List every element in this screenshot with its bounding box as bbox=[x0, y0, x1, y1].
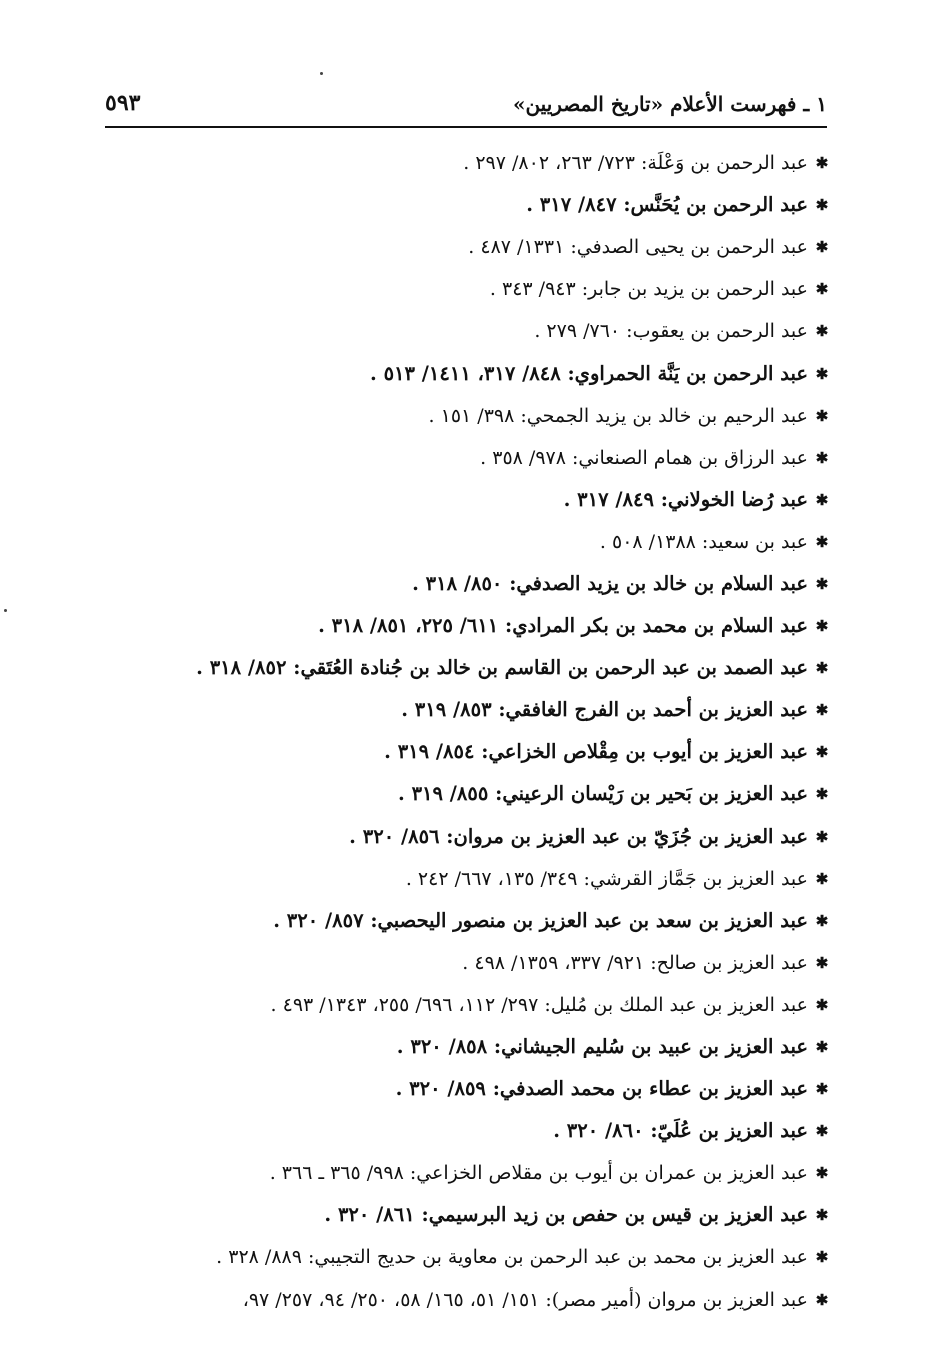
page-number: ٥٩٣ bbox=[105, 90, 141, 116]
page-header bbox=[105, 86, 827, 126]
index-entry-text: عبد العزيز بن سعد بن عبد العزيز بن منصور اليحصبي: ٨٥٧/ ٣٢٠ . bbox=[273, 908, 808, 932]
index-entry bbox=[105, 521, 830, 563]
index-entry-text: عبد العزيز بن بَحير بن رَيْسان الرعيني: ٨٥٥/ ٣١٩ . bbox=[397, 782, 808, 806]
index-entry bbox=[105, 395, 830, 437]
index-entry bbox=[105, 605, 830, 647]
index-entry-text: عبد السلام بن محمد بن بكر المرادي: ٦١١/ ٢٢٥، ٨٥١/ ٣١٨ . bbox=[318, 614, 808, 638]
index-entry bbox=[105, 563, 830, 605]
index-entry bbox=[105, 647, 830, 689]
bullet-star-icon: ✱ bbox=[815, 532, 829, 551]
index-entry bbox=[105, 1279, 830, 1321]
index-entry-text: عبد بن سعيد: ١٣٨٨/ ٥٠٨ . bbox=[599, 530, 808, 553]
index-entry-text: عبد الرحيم بن خالد بن يزيد الجمحي: ٣٩٨/ ١٥١ . bbox=[428, 404, 808, 427]
bullet-star-icon: ✱ bbox=[815, 238, 829, 257]
index-entry bbox=[105, 731, 830, 773]
index-entry bbox=[105, 142, 830, 184]
index-entry bbox=[105, 942, 830, 984]
scan-speck bbox=[320, 72, 323, 75]
index-entry-text: عبد العزيز بن صالح: ٩٢١/ ٣٣٧، ١٣٥٩/ ٤٩٨ . bbox=[462, 951, 808, 974]
index-entry-text: عبد الصمد بن عبد الرحمن بن القاسم بن خالد بن جُنادة العُتَقي: ٨٥٢/ ٣١٨ . bbox=[196, 656, 808, 680]
bullet-star-icon: ✱ bbox=[815, 406, 829, 425]
index-entry bbox=[105, 226, 830, 268]
bullet-star-icon: ✱ bbox=[815, 911, 829, 930]
header-rule bbox=[105, 126, 827, 128]
index-entry-list bbox=[105, 142, 830, 1321]
index-entry-text: عبد العزيز بن أيوب بن مِقْلاص الخزاعي: ٨٥٤/ ٣١٩ . bbox=[384, 740, 808, 764]
index-entry-text: عبد العزيز بن أحمد بن الفرج الغافقي: ٨٥٣/ ٣١٩ . bbox=[401, 698, 808, 722]
index-entry bbox=[105, 1152, 830, 1194]
index-entry bbox=[105, 437, 830, 479]
index-entry bbox=[105, 773, 830, 815]
index-entry bbox=[105, 1236, 830, 1278]
index-entry-text: عبد العزيز بن قيس بن حفص بن زيد البرسيمي: ٨٦١/ ٣٢٠ . bbox=[324, 1203, 808, 1227]
index-entry bbox=[105, 858, 830, 900]
bullet-star-icon: ✱ bbox=[815, 743, 829, 762]
bullet-star-icon: ✱ bbox=[815, 617, 829, 636]
index-entry-text: عبد العزيز بن عمران بن أيوب بن مقلاص الخزاعي: ٩٩٨/ ٣٦٥ ـ ٣٦٦ . bbox=[269, 1162, 808, 1185]
scan-speck bbox=[4, 609, 7, 612]
index-entry-text: عبد العزيز بن جُزَيّ بن عبد العزيز بن مروان: ٨٥٦/ ٣٢٠ . bbox=[349, 824, 808, 848]
index-entry-text: عبد العزيز بن عُلَيّ: ٨٦٠/ ٣٢٠ . bbox=[553, 1119, 808, 1143]
index-entry bbox=[105, 900, 830, 942]
index-entry-text: عبد العزيز بن عبيد بن سُليم الجيشاني: ٨٥٨/ ٣٢٠ . bbox=[396, 1035, 808, 1059]
index-entry bbox=[105, 1110, 830, 1152]
index-entry-text: عبد الرزاق بن همام الصنعاني: ٩٧٨/ ٣٥٨ . bbox=[480, 446, 808, 469]
running-title: ١ ـ فهرست الأعلام «تاريخ المصريين» bbox=[512, 92, 827, 116]
index-entry-text: عبد العزيز بن عبد الملك بن مُليل: ٢٩٧/ ١١٢، ٦٩٦/ ٢٥٥، ١٣٤٣/ ٤٩٣ . bbox=[270, 993, 808, 1016]
index-entry-text: عبد الرحمن بن يزيد بن جابر: ٩٤٣/ ٣٤٣ . bbox=[489, 278, 808, 301]
index-entry-text: عبد الرحمن بن يعقوب: ٧٦٠/ ٢٧٩ . bbox=[534, 320, 808, 343]
index-entry-text: عبد الرحمن بن وَعْلَة: ٧٢٣/ ٢٦٣، ٨٠٢/ ٢٩٧ . bbox=[463, 152, 808, 175]
bullet-star-icon: ✱ bbox=[815, 154, 829, 173]
bullet-star-icon: ✱ bbox=[815, 1164, 829, 1183]
bullet-star-icon: ✱ bbox=[815, 1206, 829, 1225]
index-entry-text: عبد العزيز بن عطاء بن محمد الصدفي: ٨٥٩/ ٣٢٠ . bbox=[395, 1077, 808, 1101]
index-entry bbox=[105, 1194, 830, 1236]
index-entry-text: عبد الرحمن بن يحيى الصدفي: ١٣٣١/ ٤٨٧ . bbox=[468, 236, 808, 259]
bullet-star-icon: ✱ bbox=[815, 1080, 829, 1099]
bullet-star-icon: ✱ bbox=[815, 1038, 829, 1057]
index-entry bbox=[105, 310, 830, 352]
index-entry-text: عبد العزيز بن محمد بن عبد الرحمن بن معاوية بن حديج التجيبي: ٨٨٩/ ٣٢٨ . bbox=[216, 1246, 808, 1269]
index-entry-text: عبد الرحمن بن يُحَنَّس: ٨٤٧/ ٣١٧ . bbox=[526, 193, 808, 217]
bullet-star-icon: ✱ bbox=[815, 364, 829, 383]
bullet-star-icon: ✱ bbox=[815, 1290, 829, 1309]
index-entry bbox=[105, 268, 830, 310]
bullet-star-icon: ✱ bbox=[815, 785, 829, 804]
bullet-star-icon: ✱ bbox=[815, 827, 829, 846]
bullet-star-icon: ✱ bbox=[815, 322, 829, 341]
index-entry bbox=[105, 1026, 830, 1068]
index-entry-text: عبد العزيز بن مروان (أمير مصر): ١٥١/ ٥١، ١٦٥/ ٥٨، ٢٥٠/ ٩٤، ٢٥٧/ ٩٧، bbox=[242, 1288, 808, 1311]
bullet-star-icon: ✱ bbox=[815, 1122, 829, 1141]
bullet-star-icon: ✱ bbox=[815, 574, 829, 593]
index-entry bbox=[105, 689, 830, 731]
bullet-star-icon: ✱ bbox=[815, 995, 829, 1014]
index-entry-text: عبد رُضا الخولاني: ٨٤٩/ ٣١٧ . bbox=[563, 487, 808, 511]
bullet-star-icon: ✱ bbox=[815, 659, 829, 678]
index-entry-text: عبد السلام بن خالد بن يزيد الصدفي: ٨٥٠/ ٣١٨ . bbox=[412, 571, 808, 595]
bullet-star-icon: ✱ bbox=[815, 869, 829, 888]
index-entry-text: عبد العزيز بن جَمَّاز القرشي: ٣٤٩/ ١٣٥، ٦٦٧/ ٢٤٢ . bbox=[405, 867, 808, 890]
bullet-star-icon: ✱ bbox=[815, 953, 829, 972]
index-entry bbox=[105, 984, 830, 1026]
index-entry bbox=[105, 184, 830, 226]
index-entry bbox=[105, 479, 830, 521]
bullet-star-icon: ✱ bbox=[815, 196, 829, 215]
bullet-star-icon: ✱ bbox=[815, 1248, 829, 1267]
bullet-star-icon: ✱ bbox=[815, 448, 829, 467]
index-entry bbox=[105, 352, 830, 394]
bullet-star-icon: ✱ bbox=[815, 490, 829, 509]
index-entry bbox=[105, 816, 830, 858]
index-entry-text: عبد الرحمن بن يَنَّة الحمراوي: ٨٤٨/ ٣١٧، ١٤١١/ ٥١٣ . bbox=[370, 361, 808, 385]
bullet-star-icon: ✱ bbox=[815, 280, 829, 299]
bullet-star-icon: ✱ bbox=[815, 701, 829, 720]
index-entry bbox=[105, 1068, 830, 1110]
